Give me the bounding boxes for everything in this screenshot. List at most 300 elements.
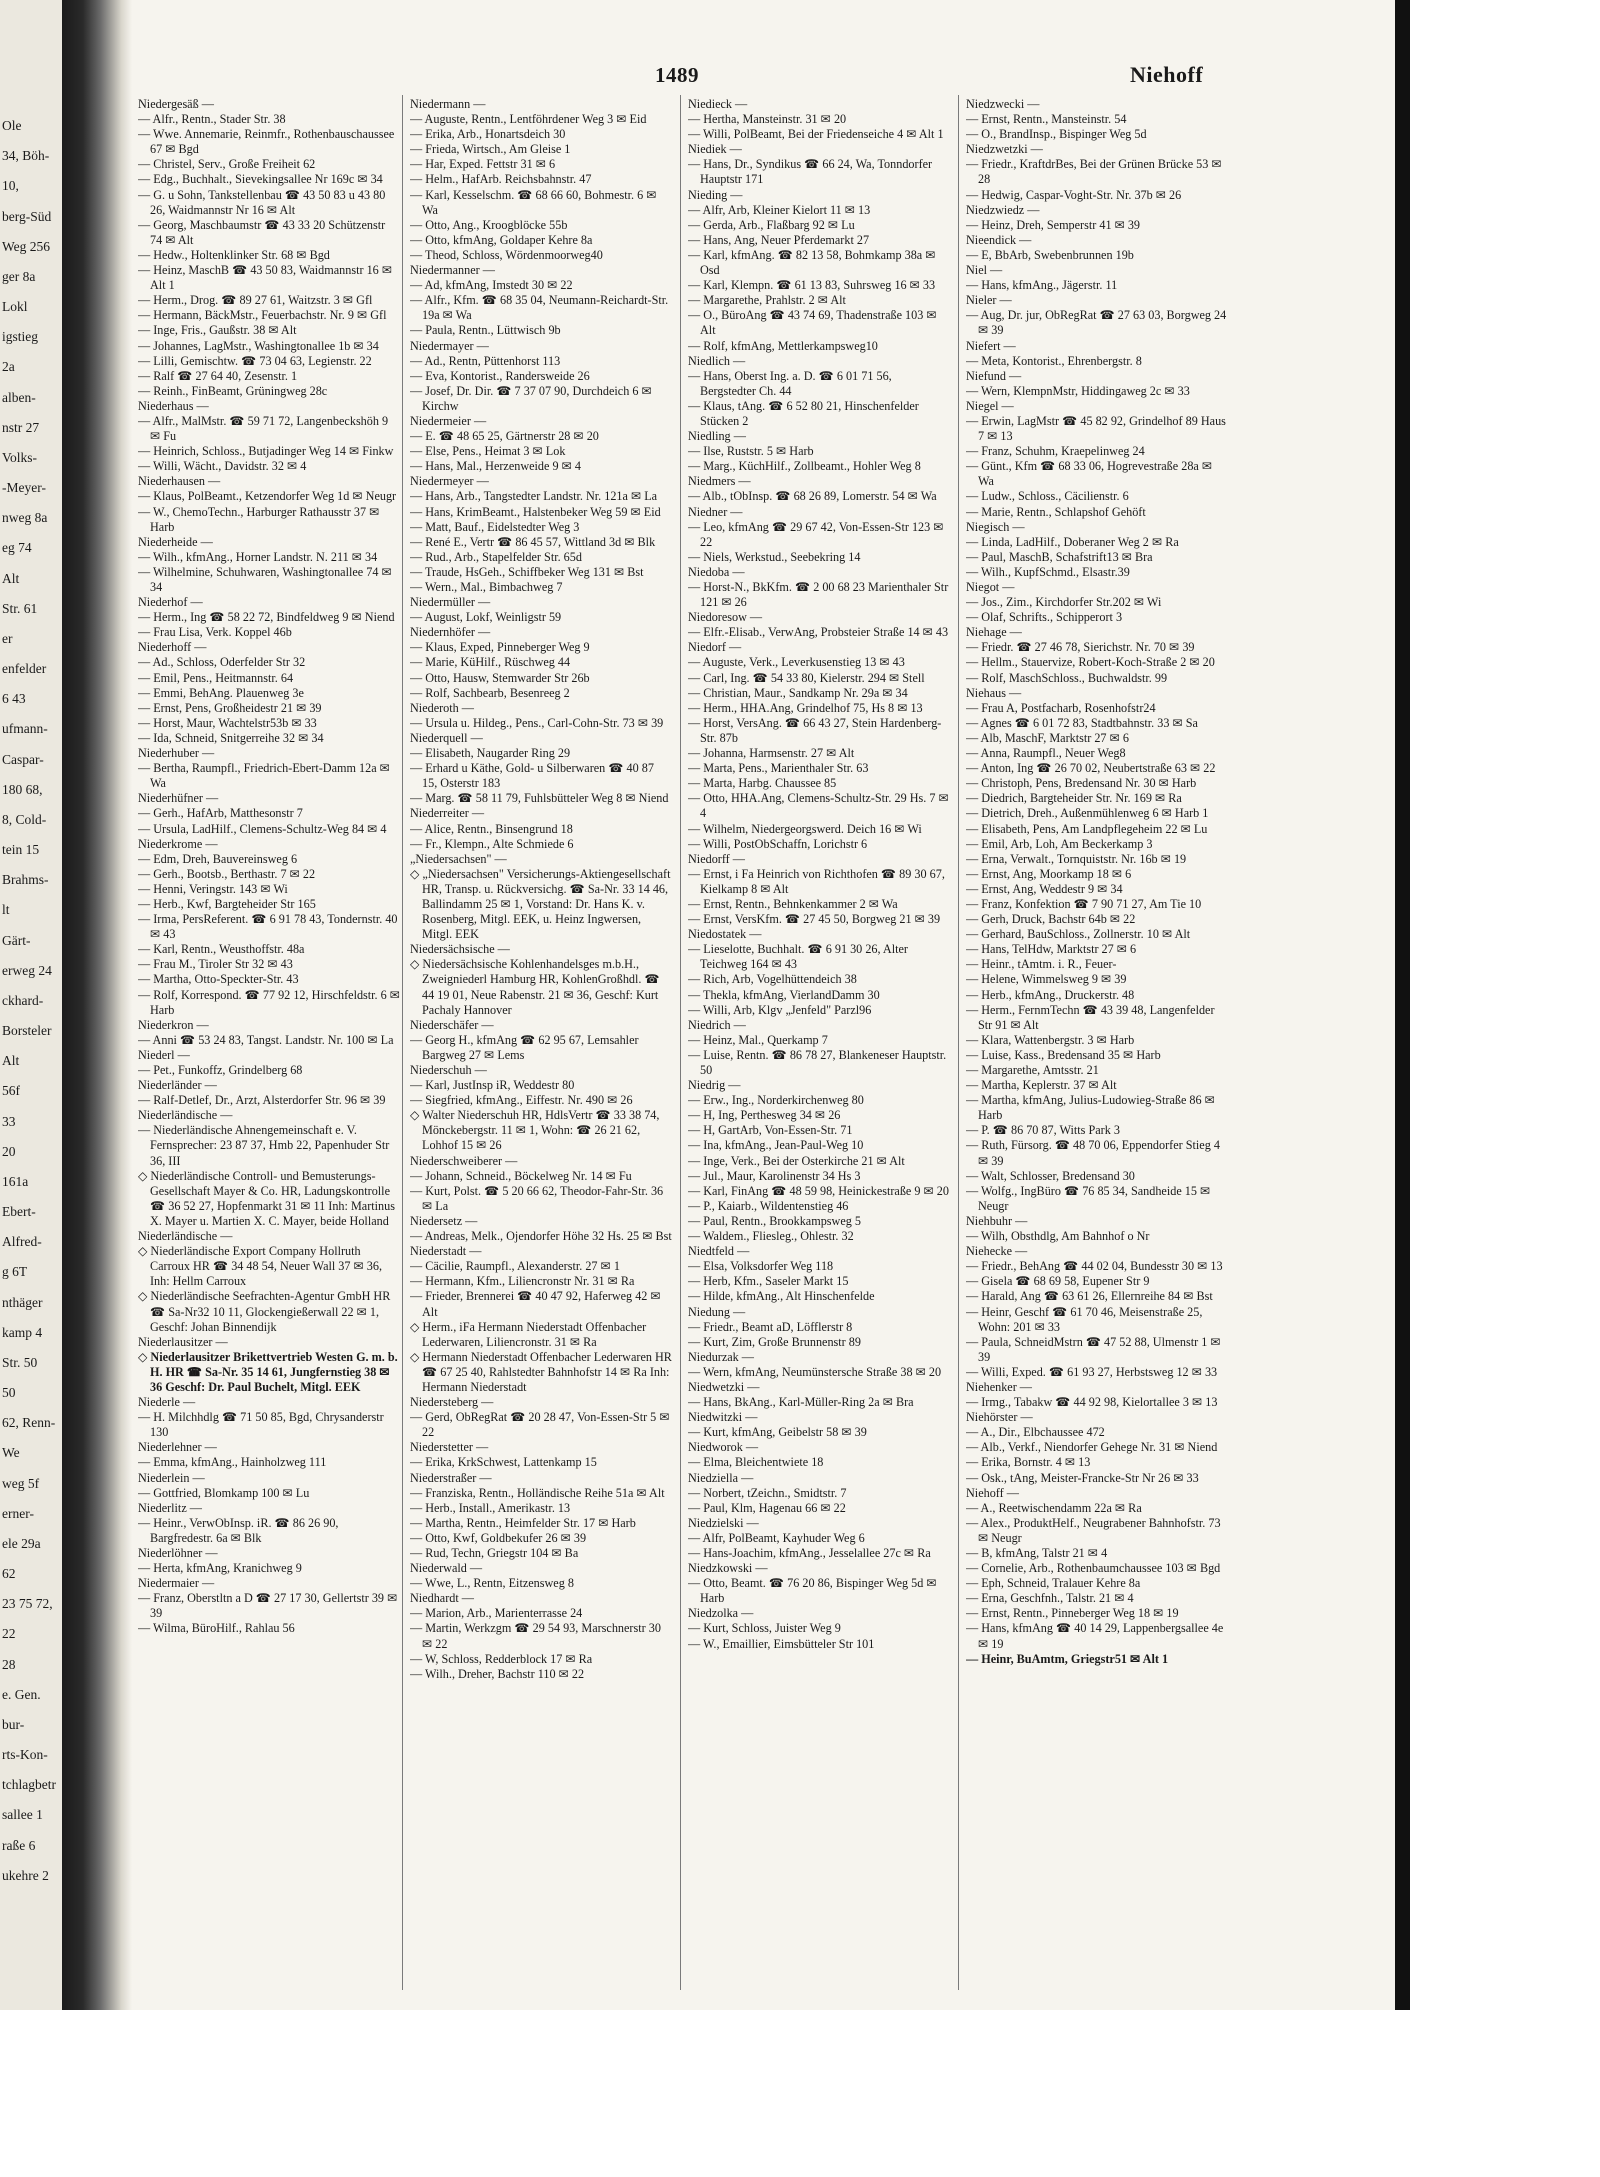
directory-entry: — Wilh., Dreher, Bachstr 110 ✉ 22: [410, 1666, 585, 1681]
directory-entry: — Rud., Arb., Stapelfelder Str. 65d: [410, 549, 582, 564]
prev-page-text-fragment: Ebert-: [2, 1204, 36, 1219]
directory-entry: — Herb., kfmAng., Druckerstr. 48: [966, 987, 1135, 1002]
directory-entry: — Hans-Joachim, kfmAng., Jesselallee 27c ✉ Ra: [688, 1546, 931, 1560]
prev-page-text-fragment: Brahms-: [2, 872, 49, 887]
directory-entry: — Alfr, PolBeamt, Kayhuder Weg 6: [688, 1530, 865, 1545]
directory-entry: — Alfr., Kfm. ☎ 68 35 04, Neumann-Reichardt-Str. 19a ✉ Wa: [410, 293, 669, 323]
prev-page-text-fragment: Alt: [2, 1053, 20, 1068]
surname-heading: Niederländische —: [138, 1229, 233, 1244]
directory-entry: — Hilde, kfmAng., Alt Hinschenfelde: [688, 1289, 875, 1304]
directory-entry: — Aug, Dr. jur, ObRegRat ☎ 27 63 03, Borgweg 24 ✉ 39: [966, 308, 1227, 338]
directory-entry: — Matt, Bauf., Eidelstedter Weg 3: [410, 519, 580, 534]
directory-entry: — Horst, Maur, Wachtelstr53b ✉ 33: [138, 715, 317, 730]
directory-entry: — Inge, Fris., Gaußstr. 38 ✉ Alt: [138, 323, 297, 338]
directory-entry: — Hermann, BäckMstr., Feuerbachstr. Nr. 9 ✉ Gfl: [138, 308, 387, 323]
directory-entry: — Elma, Bleichentwiete 18: [688, 1455, 824, 1470]
surname-heading: Niedzkowski —: [688, 1561, 768, 1576]
directory-entry: — Siegfried, kfmAng., Eiffestr. Nr. 490 ✉ 26: [410, 1093, 633, 1108]
directory-entry: — Pet., Funkoffz, Grindelberg 68: [138, 1063, 303, 1077]
directory-entry: — O., BrandInsp., Bispinger Weg 5d: [966, 127, 1147, 142]
directory-entry: — Marta, Harbg. Chaussee 85: [688, 776, 837, 791]
directory-entry: — Christian, Maur., Sandkamp Nr. 29a ✉ 34: [688, 685, 908, 700]
directory-entry: — Alb., Verkf., Niendorfer Gehege Nr. 31 ✉ Niend: [966, 1440, 1218, 1455]
surname-heading: Niederschuh —: [410, 1063, 487, 1077]
directory-entry: — Christel, Serv., Große Freiheit 62: [138, 157, 316, 172]
prev-page-text-fragment: Weg 256: [2, 239, 51, 254]
prev-page-text-fragment: 8, Cold-: [2, 812, 47, 827]
directory-entry: — Heinrich, Schloss., Butjadinger Weg 14 ✉ Finkw: [138, 444, 394, 459]
directory-column-1: [138, 97, 400, 1992]
prev-page-text-fragment: ufmann-: [2, 721, 48, 736]
surname-heading: Niehenker —: [966, 1379, 1032, 1394]
prev-page-text-fragment: nthäger: [2, 1295, 43, 1310]
directory-entry: ◇ Niederländische Seefrachten-Agentur GmbH HR ☎ Sa-Nr32 10 11, Glockengießerwall 22 ✉ 1, Geschf: Johan Binnendijk: [138, 1289, 391, 1334]
directory-entry: — Hans, Arb., Tangstedter Landstr. Nr. 121a ✉ La: [410, 489, 658, 504]
directory-entry: — Otto, Kwf, Goldbekufer 26 ✉ 39: [410, 1530, 587, 1545]
page-edge-shadow: [1395, 0, 1410, 2010]
directory-entry: ◇ Niedersächsische Kohlenhandelsges m.b.H., Zweigniederl Hamburg HR, KohlenGroßhdl. ☎ 44 19 01, Neue Rabenstr. 21 ✉ 36, Geschf: Kurt Pachaly Hannover: [410, 957, 660, 1017]
directory-entry: — Willi, Arb, Klgv „Jenfeld" Parzl96: [688, 1002, 872, 1017]
directory-entry: — Theod, Schloss, Wördenmoorweg40: [410, 247, 603, 262]
directory-entry: — Wern, KlempnMstr, Hiddingaweg 2c ✉ 33: [966, 383, 1190, 398]
directory-entry: — Emil, Pens., Heitmannstr. 64: [138, 670, 294, 685]
surname-heading: Niederstetter —: [410, 1440, 489, 1455]
directory-entry: — Wwe. Annemarie, Reinmfr., Rothenbauschaussee 67 ✉ Bgd: [138, 127, 395, 157]
prev-page-text-fragment: lt: [2, 902, 10, 917]
directory-entry: — Norbert, tZeichn., Smidtstr. 7: [688, 1485, 847, 1500]
directory-entry: — Hertha, Mansteinstr. 31 ✉ 20: [688, 112, 847, 127]
surname-heading: Niedersetz —: [410, 1213, 478, 1228]
directory-entry: — Gisela ☎ 68 69 58, Eupener Str 9: [966, 1274, 1150, 1289]
surname-heading: Niederhaus —: [138, 398, 209, 413]
surname-heading: Niedermanner —: [410, 263, 495, 278]
surname-heading: Niedersächsische —: [410, 942, 510, 957]
prev-page-text-fragment: Volks-: [2, 450, 38, 465]
surname-heading: Niederländische —: [138, 1108, 233, 1123]
directory-entry: — Franziska, Rentn., Holländische Reihe 51a ✉ Alt: [410, 1485, 665, 1500]
directory-entry: — Ilse, Ruststr. 5 ✉ Harb: [688, 444, 814, 459]
surname-heading: Niederländer —: [138, 1078, 217, 1093]
prev-page-text-fragment: Lokl: [2, 299, 28, 314]
directory-entry: — Gerh., Bootsb., Berthastr. 7 ✉ 22: [138, 866, 316, 881]
directory-entry: — Klaus, Exped, Pinneberger Weg 9: [410, 640, 590, 655]
running-title: Niehoff: [1130, 62, 1204, 87]
surname-heading: Niederhoff —: [138, 640, 207, 655]
surname-heading: Niedziella —: [688, 1470, 754, 1485]
directory-entry: — Hedwig, Caspar-Voght-Str. Nr. 37b ✉ 26: [966, 187, 1182, 202]
directory-entry: — Paul, Rentn., Brookkampsweg 5: [688, 1213, 861, 1228]
surname-heading: Niedurzak —: [688, 1349, 754, 1364]
directory-entry: — Ernst, Rentn., Mansteinstr. 54: [966, 112, 1127, 127]
directory-entry: — René E., Vertr ☎ 86 45 57, Wittland 3d ✉ Blk: [410, 534, 656, 549]
surname-heading: Niederhausen —: [138, 474, 221, 489]
directory-entry: — Paul, Klm, Hagenau 66 ✉ 22: [688, 1500, 846, 1515]
directory-entry: — Auguste, Rentn., Lentföhrdener Weg 3 ✉ Eid: [410, 112, 647, 127]
directory-entry: — Meta, Kontorist., Ehrenbergstr. 8: [966, 353, 1142, 368]
surname-heading: Niederlein —: [138, 1470, 205, 1485]
surname-heading: Niedermann —: [410, 97, 486, 111]
directory-entry: — Wilhelm, Niedergeorgswerd. Deich 16 ✉ Wi: [688, 821, 922, 836]
directory-entry: — Dietrich, Dreh., Außenmühlenweg 6 ✉ Harb 1: [966, 806, 1209, 821]
directory-entry: — A., Reetwischendamm 22a ✉ Ra: [966, 1500, 1142, 1515]
surname-heading: Niehoff —: [966, 1485, 1019, 1500]
directory-entry: — Jul., Maur, Karolinenstr 34 Hs 3: [688, 1168, 861, 1183]
surname-heading: Niedermaier —: [138, 1576, 215, 1591]
prev-page-text-fragment: weg 5f: [2, 1476, 40, 1491]
directory-entry: — Elisabeth, Pens, Am Landpflegeheim 22 ✉ Lu: [966, 821, 1208, 836]
surname-heading: Niederlitz —: [138, 1500, 202, 1515]
directory-entry: — Andreas, Melk., Ojendorfer Höhe 32 Hs. 25 ✉ Bst: [410, 1229, 672, 1244]
directory-entry: — Gerhard, BauSchloss., Zollnerstr. 10 ✉ Alt: [966, 927, 1191, 942]
surname-heading: Niederlehner —: [138, 1440, 217, 1455]
directory-entry: — Otto, Hausw, Stemwarder Str 26b: [410, 670, 590, 685]
surname-heading: Niederschweiberer —: [410, 1153, 518, 1168]
surname-heading: Niederl —: [138, 1047, 190, 1062]
directory-entry: — Ernst, Ang, Weddestr 9 ✉ 34: [966, 881, 1123, 896]
directory-entry: — W., ChemoTechn., Harburger Rathausstr 37 ✉ Harb: [138, 504, 380, 534]
directory-entry: ◇ Niederländische Controll- und Bemusterungs-Gesellschaft Mayer & Co. HR, Ladungskontrolle ☎ 36 52 27, Hopfenmarkt 31 ✉ 11 Inh: Martinus X. Mayer u. Martien X. C. Mayer, beide Holland: [138, 1168, 395, 1228]
directory-entry: — Lilli, Gemischtw. ☎ 73 04 63, Legienstr. 22: [138, 353, 372, 368]
prev-page-text-fragment: sallee 1: [2, 1807, 43, 1822]
directory-entry: — Helene, Wimmelsweg 9 ✉ 39: [966, 972, 1127, 987]
directory-entry: — Anni ☎ 53 24 83, Tangst. Landstr. Nr. 100 ✉ La: [138, 1032, 394, 1047]
surname-heading: Niedermayer —: [410, 338, 489, 353]
directory-entry: — Rolf, Sachbearb, Besenreeg 2: [410, 685, 570, 700]
directory-entry: — Leo, kfmAng ☎ 29 67 42, Von-Essen-Str 123 ✉ 22: [688, 519, 944, 549]
prev-page-text-fragment: igstieg: [2, 329, 38, 344]
directory-entry: — P. ☎ 86 70 87, Witts Park 3: [966, 1123, 1120, 1138]
surname-heading: Niederkron —: [138, 1017, 209, 1032]
surname-heading: Niedhardt —: [410, 1591, 474, 1606]
directory-entry: — Frieder, Brennerei ☎ 40 47 92, Haferweg 42 ✉ Alt: [410, 1289, 661, 1319]
surname-heading: Niedzwiedz —: [966, 202, 1040, 217]
surname-heading: Niedwetzki —: [688, 1379, 760, 1394]
directory-entry: — Erwin, LagMstr ☎ 45 82 92, Grindelhof 89 Haus 7 ✉ 13: [966, 413, 1226, 444]
directory-entry: — E. ☎ 48 65 25, Gärtnerstr 28 ✉ 20: [410, 429, 599, 444]
directory-entry: — Ruth, Fürsorg. ☎ 48 70 06, Eppendorfer Stieg 4 ✉ 39: [966, 1138, 1220, 1168]
directory-entry: — Hermann, Kfm., Liliencronstr Nr. 31 ✉ Ra: [410, 1274, 635, 1289]
directory-entry: — Erna, Verwalt., Tornquiststr. Nr. 16b ✉ 19: [966, 851, 1187, 866]
surname-heading: Niedorff —: [688, 851, 745, 866]
prev-page-text-fragment: rts-Kon-: [2, 1747, 48, 1762]
surname-heading: Niederstadt —: [410, 1244, 482, 1259]
prev-page-text-fragment: 50: [2, 1385, 16, 1400]
prev-page-text-fragment: Ole: [2, 118, 22, 133]
directory-entry: — Martha, kfmAng, Julius-Ludowieg-Straße 86 ✉ Harb: [966, 1093, 1215, 1123]
prev-page-text-fragment: ckhard-: [2, 993, 44, 1008]
directory-entry: — Olaf, Schrifts., Schipperort 3: [966, 610, 1123, 625]
prev-page-text-fragment: ger 8a: [2, 269, 36, 284]
directory-entry: — Karl, kfmAng. ☎ 82 13 58, Bohmkamp 38a ✉ Osd: [688, 247, 936, 278]
directory-entry: — Erna, Geschfnh., Talstr. 21 ✉ 4: [966, 1591, 1134, 1606]
prev-page-text-fragment: 6 43: [2, 691, 26, 706]
directory-entry: — Gerda, Arb., Flaßbarg 92 ✉ Lu: [688, 217, 855, 232]
directory-entry: — Willi, PolBeamt, Bei der Friedenseiche 4 ✉ Alt 1: [688, 127, 944, 142]
directory-entry: — Auguste, Verk., Leverkusenstieg 13 ✉ 43: [688, 655, 905, 670]
surname-heading: Niedtfeld —: [688, 1244, 750, 1259]
prev-page-text-fragment: Str. 61: [2, 601, 38, 616]
directory-entry: — Hans, Oberst Ing. a. D. ☎ 6 01 71 56, Bergstedter Ch. 44: [688, 368, 892, 398]
directory-entry: — Rud, Techn, Griegstr 104 ✉ Ba: [410, 1546, 579, 1560]
directory-entry: — Marie, KüHilf., Rüschweg 44: [410, 655, 571, 670]
directory-entry: — Alfr., MalMstr. ☎ 59 71 72, Langenbeckshöh 9 ✉ Fu: [138, 413, 389, 444]
prev-page-text-fragment: enfelder: [2, 661, 47, 676]
directory-entry: — Wilh., KupfSchmd., Elsastr.39: [966, 564, 1130, 579]
prev-page-text-fragment: -Meyer-: [2, 480, 46, 495]
surname-heading: Niedzwetzki —: [966, 142, 1043, 157]
directory-entry: — W., Emaillier, Eimsbütteler Str 101: [688, 1636, 875, 1651]
directory-entry: — H, GartArb, Von-Essen-Str. 71: [688, 1123, 853, 1138]
directory-entry: — Herb, Kfm., Saseler Markt 15: [688, 1274, 849, 1289]
prev-page-text-fragment: 20: [2, 1144, 16, 1159]
surname-heading: Niederhuber —: [138, 746, 215, 761]
directory-entry: — Martha, Rentn., Heimfelder Str. 17 ✉ Harb: [410, 1515, 636, 1530]
directory-entry: — Heinr, Geschf ☎ 61 70 46, Meisenstraße 25, Wohn: 201 ✉ 33: [966, 1304, 1203, 1334]
prev-page-text-fragment: 161a: [2, 1174, 29, 1189]
directory-entry: — Henni, Veringstr. 143 ✉ Wi: [138, 881, 288, 896]
column-rule: [680, 95, 681, 1990]
directory-column-4: [966, 97, 1228, 1992]
directory-entry: — Wern., Mal., Bimbachweg 7: [410, 580, 563, 594]
surname-heading: Niederschäfer —: [410, 1017, 494, 1032]
directory-entry: — Edm, Dreh, Bauvereinsweg 6: [138, 851, 298, 866]
directory-entry: — Erw., Ing., Norderkirchenweg 80: [688, 1093, 864, 1108]
directory-entry: — Wilh, Obsthdlg, Am Bahnhof o Nr: [966, 1229, 1150, 1244]
prev-page-text-fragment: tein 15: [2, 842, 40, 857]
surname-heading: Niedwitzki —: [688, 1410, 758, 1425]
directory-entry: ◇ Hermann Niederstadt Offenbacher Lederwaren HR ☎ 67 25 40, Rahlstedter Bahnhofstr 14 ✉ Ra Inh: Hermann Niederstadt: [410, 1349, 672, 1394]
directory-entry: — Rich, Arb, Vogelhüttendeich 38: [688, 972, 857, 987]
prev-page-text-fragment: 28: [2, 1657, 16, 1672]
directory-entry: — Klara, Wattenbergstr. 3 ✉ Harb: [966, 1032, 1135, 1047]
directory-entry: — Herta, kfmAng, Kranichweg 9: [138, 1561, 302, 1576]
surname-heading: Niedernhöfer —: [410, 625, 491, 640]
directory-entry: — Ernst, Ang, Moorkamp 18 ✉ 6: [966, 866, 1132, 881]
directory-entry: — Friedr., KraftdrBes, Bei der Grünen Brücke 53 ✉ 28: [966, 157, 1222, 187]
directory-entry: — Walt, Schlosser, Bredensand 30: [966, 1168, 1135, 1183]
prev-page-text-fragment: tchlagbetr: [2, 1777, 56, 1792]
directory-entry: — Christoph, Pens, Bredensand Nr. 30 ✉ Harb: [966, 776, 1197, 791]
directory-entry: — Niederländische Ahnengemeinschaft e. V. Fernsprecher: 23 87 37, Hmb 22, Papenhuder Str 36, III: [138, 1123, 390, 1168]
directory-entry: — Martha, Otto-Speckter-Str. 43: [138, 972, 299, 987]
directory-entry: — Alb., tObInsp. ☎ 68 26 89, Lomerstr. 54 ✉ Wa: [688, 489, 937, 504]
directory-entry: — Klaus, tAng. ☎ 6 52 80 21, Hinschenfelder Stücken 2: [688, 398, 919, 428]
surname-heading: Niederlausitzer —: [138, 1334, 228, 1349]
prev-page-text-fragment: bur-: [2, 1717, 25, 1732]
surname-heading: Niefund —: [966, 368, 1022, 383]
directory-entry: — Irmg., Tabakw ☎ 44 92 98, Kielortallee 3 ✉ 13: [966, 1395, 1218, 1410]
directory-entry: — Heinr, BuAmtm, Griegstr51 ✉ Alt 1: [966, 1651, 1169, 1666]
surname-heading: „Niedersachsen" —: [410, 851, 507, 866]
column-rule: [958, 95, 959, 1990]
directory-entry: — Josef, Dr. Dir. ☎ 7 37 07 90, Durchdeich 6 ✉ Kirchw: [410, 383, 652, 413]
directory-entry: — Gottfried, Blomkamp 100 ✉ Lu: [138, 1485, 310, 1500]
directory-entry: — Gerd, ObRegRat ☎ 20 28 47, Von-Essen-Str 5 ✉ 22: [410, 1410, 670, 1440]
surname-heading: Niedzwecki —: [966, 97, 1040, 111]
directory-entry: — Hans, kfmAng., Jägerstr. 11: [966, 278, 1118, 293]
surname-heading: Niedergesäß —: [138, 97, 214, 111]
surname-heading: Niederle —: [138, 1395, 196, 1410]
directory-entry: — Franz, Oberstltn a D ☎ 27 17 30, Gellertstr 39 ✉ 39: [138, 1591, 398, 1621]
directory-entry: — Kurt, kfmAng, Geibelstr 58 ✉ 39: [688, 1425, 867, 1440]
directory-entry: — Otto, HHA.Ang, Clemens-Schultz-Str. 29 Hs. 7 ✉ 4: [688, 791, 949, 821]
directory-entry: — Herb., Kwf, Bargteheider Str 165: [138, 896, 316, 911]
surname-heading: Niehörster —: [966, 1410, 1033, 1425]
directory-entry: — Marg., KüchHilf., Zollbeamt., Hohler Weg 8: [688, 459, 921, 474]
directory-entry: — Gerh, Druck, Bachstr 64b ✉ 22: [966, 912, 1136, 927]
directory-entry: — Friedr., BehAng ☎ 44 02 04, Bundesstr 30 ✉ 13: [966, 1259, 1223, 1274]
directory-entry: — Karl, JustInsp iR, Weddestr 80: [410, 1078, 575, 1093]
surname-heading: Niegot —: [966, 580, 1015, 594]
directory-entry: — Diedrich, Bargteheider Str. Nr. 169 ✉ Ra: [966, 791, 1182, 806]
directory-entry: — Johanna, Harmsenstr. 27 ✉ Alt: [688, 746, 855, 761]
prev-page-text-fragment: erner-: [2, 1506, 34, 1521]
directory-entry: — Wwe, L., Rentn, Eitzensweg 8: [410, 1576, 574, 1591]
prev-page-text-fragment: berg-Süd: [2, 209, 52, 224]
directory-entry: — Hans, Dr., Syndikus ☎ 66 24, Wa, Tonndorfer Hauptstr 171: [688, 157, 933, 187]
directory-entry: — Eva, Kontorist., Randersweide 26: [410, 368, 590, 383]
directory-entry: — Ludw., Schloss., Cäcilienstr. 6: [966, 489, 1129, 504]
directory-entry: — A., Dir., Elbchaussee 472: [966, 1425, 1105, 1440]
directory-entry: — Paula, SchneidMstrn ☎ 47 52 88, Ulmenstr 1 ✉ 39: [966, 1334, 1221, 1364]
directory-entry: — Frau A, Postfacharb, Rosenhofstr24: [966, 700, 1156, 715]
directory-entry: — Luise, Rentn. ☎ 86 78 27, Blankeneser Hauptstr. 50: [688, 1047, 947, 1077]
directory-entry: — Marion, Arb., Marienterrasse 24: [410, 1606, 583, 1621]
directory-entry: — Anna, Raumpfl., Neuer Weg8: [966, 746, 1126, 761]
directory-entry: — Anton, Ing ☎ 26 70 02, Neubertstraße 63 ✉ 22: [966, 761, 1216, 776]
surname-heading: Niedostatek —: [688, 927, 762, 942]
directory-entry: — Hans, BkAng., Karl-Müller-Ring 2a ✉ Bra: [688, 1395, 914, 1410]
directory-entry: — Franz, Schuhm, Kraepelinweg 24: [966, 444, 1145, 459]
directory-entry: — Gerh., HafArb, Matthesonstr 7: [138, 806, 303, 821]
surname-heading: Niedermeier —: [410, 413, 487, 428]
prev-page-text-fragment: ele 29a: [2, 1536, 41, 1551]
prev-page-text-fragment: eg 74: [2, 540, 32, 555]
directory-entry: — Jos., Zim., Kirchdorfer Str.202 ✉ Wi: [966, 595, 1162, 610]
directory-entry: — H. Milchhdlg ☎ 71 50 85, Bgd, Chrysanderstr 130: [138, 1410, 384, 1440]
directory-entry: — Luise, Kass., Bredensand 35 ✉ Harb: [966, 1047, 1161, 1062]
directory-entry: — Ursula u. Hildeg., Pens., Carl-Cohn-Str. 73 ✉ 39: [410, 715, 664, 730]
surname-heading: Niehbuhr —: [966, 1213, 1028, 1228]
directory-entry: — Ernst, Rentn., Pinneberger Weg 18 ✉ 19: [966, 1606, 1179, 1621]
directory-entry: — Herm., Ing ☎ 58 22 72, Bindfeldweg 9 ✉ Niend: [138, 610, 395, 625]
directory-entry: — Waldem., Fliesleg., Ohlestr. 32: [688, 1229, 854, 1244]
surname-heading: Niel —: [966, 263, 1003, 278]
directory-entry: — Ernst, VersKfm. ☎ 27 45 50, Borgweg 21 ✉ 39: [688, 912, 941, 927]
surname-heading: Niederwald —: [410, 1561, 483, 1576]
prev-page-text-fragment: 23 75 72,: [2, 1596, 53, 1611]
directory-entry: — Wern, kfmAng, Neumünstersche Straße 38 ✉ 20: [688, 1364, 942, 1379]
directory-entry: — Heinr., tAmtm. i. R., Feuer-: [966, 957, 1117, 972]
surname-heading: Niedzielski —: [688, 1515, 759, 1530]
surname-heading: Niedoba —: [688, 564, 745, 579]
prev-page-text-fragment: g 6T: [2, 1264, 28, 1279]
surname-heading: Niedner —: [688, 504, 743, 519]
surname-heading: Niedieck —: [688, 97, 748, 111]
surname-heading: Niederreiter —: [410, 806, 485, 821]
surname-heading: Niedrig —: [688, 1078, 741, 1093]
directory-entry: — Ida, Schneid, Snitgerreihe 32 ✉ 34: [138, 730, 324, 745]
prev-page-text-fragment: Caspar-: [2, 752, 44, 767]
directory-entry: — Willi, Exped. ☎ 61 93 27, Herbstsweg 12 ✉ 33: [966, 1364, 1218, 1379]
directory-entry: — Erhard u Käthe, Gold- u Silberwaren ☎ 40 87 15, Osterstr 183: [410, 761, 654, 791]
surname-heading: Niegel —: [966, 398, 1014, 413]
directory-entry: — Har, Exped. Fettstr 31 ✉ 6: [410, 157, 556, 172]
directory-entry: — Heinr., VerwObInsp. iR. ☎ 86 26 90, Bargfredestr. 6a ✉ Blk: [138, 1515, 339, 1545]
directory-entry: — Ralf ☎ 27 64 40, Zesenstr. 1: [138, 368, 298, 383]
prev-page-text-fragment: e. Gen.: [2, 1687, 41, 1702]
directory-entry: — Friedr. ☎ 27 46 78, Sierichstr. Nr. 70 ✉ 39: [966, 640, 1195, 655]
directory-entry: — Paula, Rentn., Lüttwisch 9b: [410, 323, 561, 338]
directory-entry: — Hans, Ang, Neuer Pferdemarkt 27: [688, 232, 870, 247]
directory-entry: — H, Ing, Perthesweg 34 ✉ 26: [688, 1108, 841, 1123]
directory-entry: — O., BüroAng ☎ 43 74 69, Thadenstraße 103 ✉ Alt: [688, 308, 937, 338]
directory-entry: — Herm., FernmTechn ☎ 43 39 48, Langenfelder Str 91 ✉ Alt: [966, 1002, 1215, 1032]
directory-entry: — Marie, Rentn., Schlapshof Gehöft: [966, 504, 1146, 519]
prev-page-text-fragment: raße 6: [2, 1838, 36, 1853]
prev-page-text-fragment: We: [2, 1445, 20, 1460]
surname-heading: Niedermeyer —: [410, 474, 489, 489]
surname-heading: Nieding —: [688, 187, 743, 202]
prev-page-text-fragment: nweg 8a: [2, 510, 48, 525]
directory-entry: — Lieselotte, Buchhalt. ☎ 6 91 30 26, Alter Teichweg 164 ✉ 43: [688, 942, 908, 972]
surname-heading: Niegisch —: [966, 519, 1025, 534]
directory-entry: — Horst-N., BkKfm. ☎ 2 00 68 23 Marienthaler Str 121 ✉ 26: [688, 580, 949, 610]
prev-page-text-fragment: Str. 50: [2, 1355, 38, 1370]
directory-entry: — Herm., HHA.Ang, Grindelhof 75, Hs 8 ✉ 13: [688, 700, 923, 715]
directory-entry: — Martin, Werkzgm ☎ 29 54 93, Marschnerstr 30 ✉ 22: [410, 1621, 661, 1651]
surname-heading: Niederlöhner —: [138, 1546, 218, 1560]
directory-entry: — Traude, HsGeh., Schiffbeker Weg 131 ✉ Bst: [410, 564, 644, 579]
surname-heading: Nieendick —: [966, 232, 1032, 247]
directory-entry: — Frau Lisa, Verk. Koppel 46b: [138, 625, 292, 640]
directory-entry: — P., Kaiarb., Wildentenstieg 46: [688, 1198, 849, 1213]
surname-heading: Niederheide —: [138, 534, 213, 549]
directory-entry: — Carl, Ing. ☎ 54 33 80, Kielerstr. 294 ✉ Stell: [688, 670, 925, 685]
prev-page-text-fragment: 2a: [2, 359, 15, 374]
directory-entry: — Karl, Klempn. ☎ 61 13 83, Suhrsweg 16 ✉ 33: [688, 278, 936, 293]
directory-entry: ◇ „Niedersachsen" Versicherungs-Aktiengesellschaft HR, Transp. u. Rückversichg. ☎ Sa-Nr. 33 14 46, Ballindamm 25 ✉ 1, Vorstand: Dr. Hans K. v. Rosenberg, Mitgl. EEK, u. Heinz Ingwersen, Mitgl. EEK: [410, 866, 671, 942]
directory-entry: — Hans, kfmAng ☎ 40 14 29, Lappenbergsallee 4e ✉ 19: [966, 1621, 1224, 1651]
directory-entry: — Agnes ☎ 6 01 72 83, Stadtbahnstr. 33 ✉ Sa: [966, 715, 1198, 730]
directory-entry: — Rolf, Korrespond. ☎ 77 92 12, Hirschfeldstr. 6 ✉ Harb: [138, 987, 400, 1017]
directory-entry: — Günt., Kfm ☎ 68 33 06, Hogrevestraße 28a ✉ Wa: [966, 459, 1213, 489]
directory-entry: — Bertha, Raumpfl., Friedrich-Ebert-Damm 12a ✉ Wa: [138, 761, 390, 791]
directory-entry: — Ursula, LadHilf., Clemens-Schultz-Weg 84 ✉ 4: [138, 821, 387, 836]
directory-entry: — Karl, Rentn., Weusthoffstr. 48a: [138, 942, 305, 957]
directory-entry: — Franz, Konfektion ☎ 7 90 71 27, Am Tie 10: [966, 896, 1202, 911]
surname-heading: Niedworok —: [688, 1440, 759, 1455]
directory-entry: — Edg., Buchhalt., Sievekingsallee Nr 169c ✉ 34: [138, 172, 383, 187]
directory-entry: — Harald, Ang ☎ 63 61 26, Ellernreihe 84 ✉ Bst: [966, 1289, 1213, 1304]
directory-entry: — Johann, Schneid., Böckelweg Nr. 14 ✉ Fu: [410, 1168, 632, 1183]
directory-entry: — Ina, kfmAng., Jean-Paul-Weg 10: [688, 1138, 864, 1153]
prev-page-text-fragment: 10,: [2, 178, 19, 193]
surname-heading: Niedlich —: [688, 353, 746, 368]
surname-heading: Niedorf —: [688, 640, 742, 655]
surname-heading: Niederhüfner —: [138, 791, 219, 806]
directory-entry: — Niels, Werkstud., Seebekring 14: [688, 549, 861, 564]
prev-page-text-fragment: er: [2, 631, 13, 646]
directory-entry: — B, kfmAng, Talstr 21 ✉ 4: [966, 1546, 1108, 1560]
directory-entry: ◇ Walter Niederschuh HR, HdlsVertr ☎ 33 38 74, Mönckebergstr. 11 ✉ 1, Wohn: ☎ 26 21 62, Lohhof 15 ✉ 26: [410, 1108, 660, 1153]
directory-entry: — Alb, MaschF, Marktstr 27 ✉ 6: [966, 730, 1129, 745]
directory-entry: — Fr., Klempn., Alte Schmiede 6: [410, 836, 574, 851]
directory-entry: — Cäcilie, Raumpfl., Alexanderstr. 27 ✉ 1: [410, 1259, 620, 1274]
surname-heading: Nieler —: [966, 293, 1012, 308]
directory-entry: — Alfr., Rentn., Stader Str. 38: [138, 112, 286, 127]
directory-entry: — Karl, FinAng ☎ 48 59 98, Heinickestraße 9 ✉ 20: [688, 1183, 949, 1198]
